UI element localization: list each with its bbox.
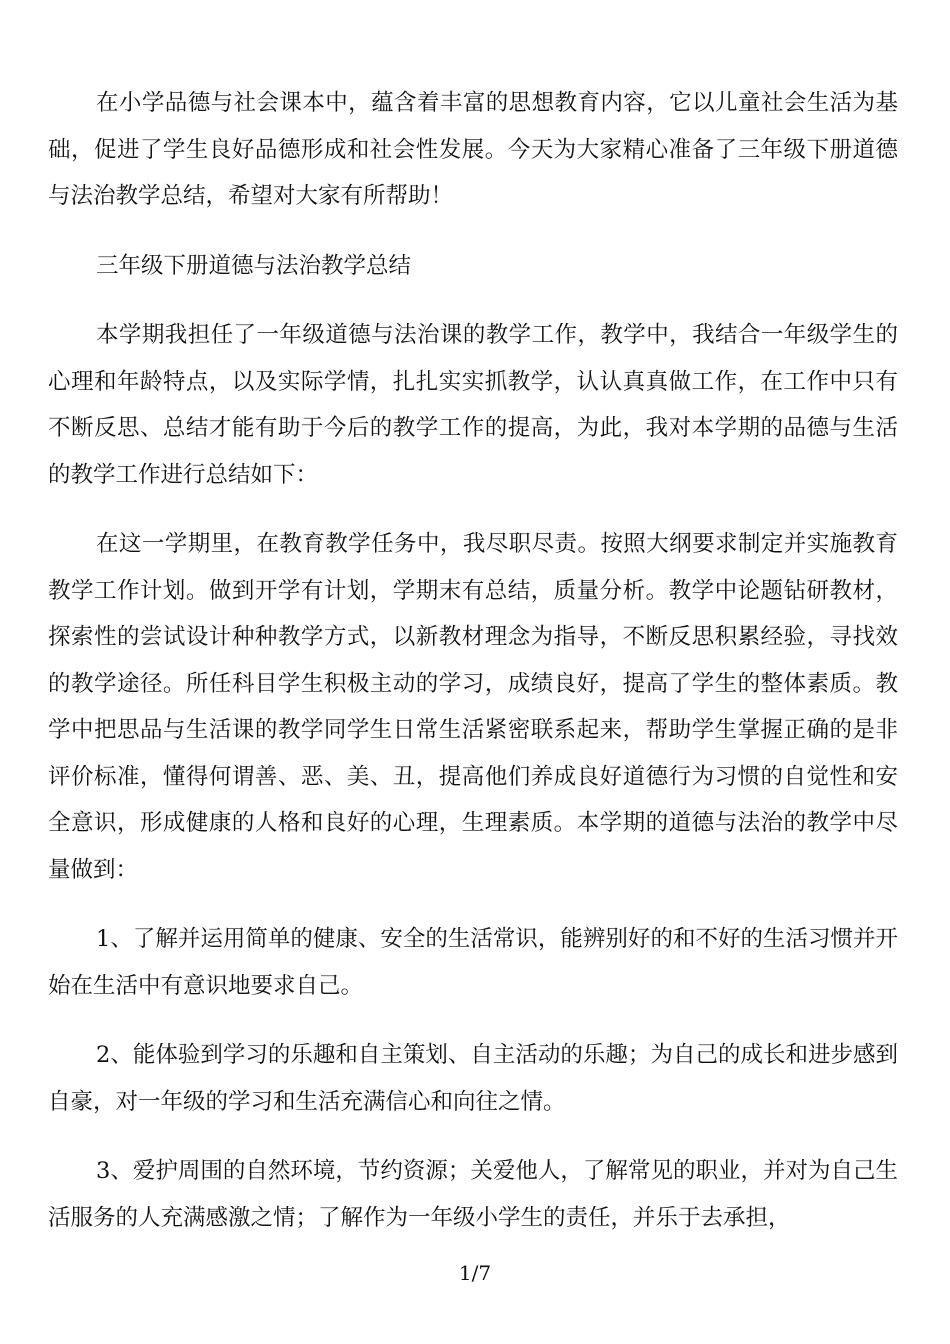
section-title: 三年级下册道德与法治教学总结 — [96, 252, 412, 279]
body-paragraph: 在这一学期里，在教育教学任务中，我尽职尽责。按照大纲要求制定并实施教育教学工作计划。做到开学有计划，学期末有总结，质量分析。教学中论题钻研教材，探索性的尝试设计种种教学方式，以新教材理念为指导，不断反思积累经验，寻找效的教学途径。所任科目学生积极主动的学习，成绩良好，提高了学生的整体素质。教学中把思品与生活课的教学同学生日常生活紧密联系起来，帮助学生掌握正确的是非评价标准，懂得何谓善、恶、美、丑，提高他们养成良好道德行为习惯的自觉性和安全意识，形成健康的人格和良好的心理，生理素质。本学期的道德与法治的教学中尽量做到： — [48, 531, 898, 883]
intro-paragraph: 在小学品德与社会课本中，蕴含着丰富的思想教育内容，它以儿童社会生活为基础，促进了学生良好品德形成和社会性发展。今天为大家精心准备了三年级下册道德与法治教学总结，希望对大家有所帮助！ — [48, 90, 898, 209]
body-paragraph: 本学期我担任了一年级道德与法治课的教学工作，教学中，我结合一年级学生的心理和年龄特点，以及实际学情，扎扎实实抓教学，认认真真做工作，在工作中只有不断反思、总结才能有助于今后的教学工作的提高，为此，我对本学期的品德与生活的教学工作进行总结如下： — [48, 322, 898, 488]
document-body — [48, 80, 898, 1264]
list-item: 1、了解并运用简单的健康、安全的生活常识，能辨别好的和不好的生活习惯并开始在生活中有意识地要求自己。 — [48, 926, 898, 999]
list-item: 2、能体验到学习的乐趣和自主策划、自主活动的乐趣；为自己的成长和进步感到自豪，对一年级的学习和生活充满信心和向往之情。 — [48, 1042, 898, 1115]
list-item: 3、爱护周围的自然环境，节约资源；关爱他人，了解常见的职业，并对为自己生活服务的人充满感激之情；了解作为一年级小学生的责任，并乐于去承担， — [48, 1158, 898, 1231]
page-number: 1/7 — [458, 1261, 492, 1285]
